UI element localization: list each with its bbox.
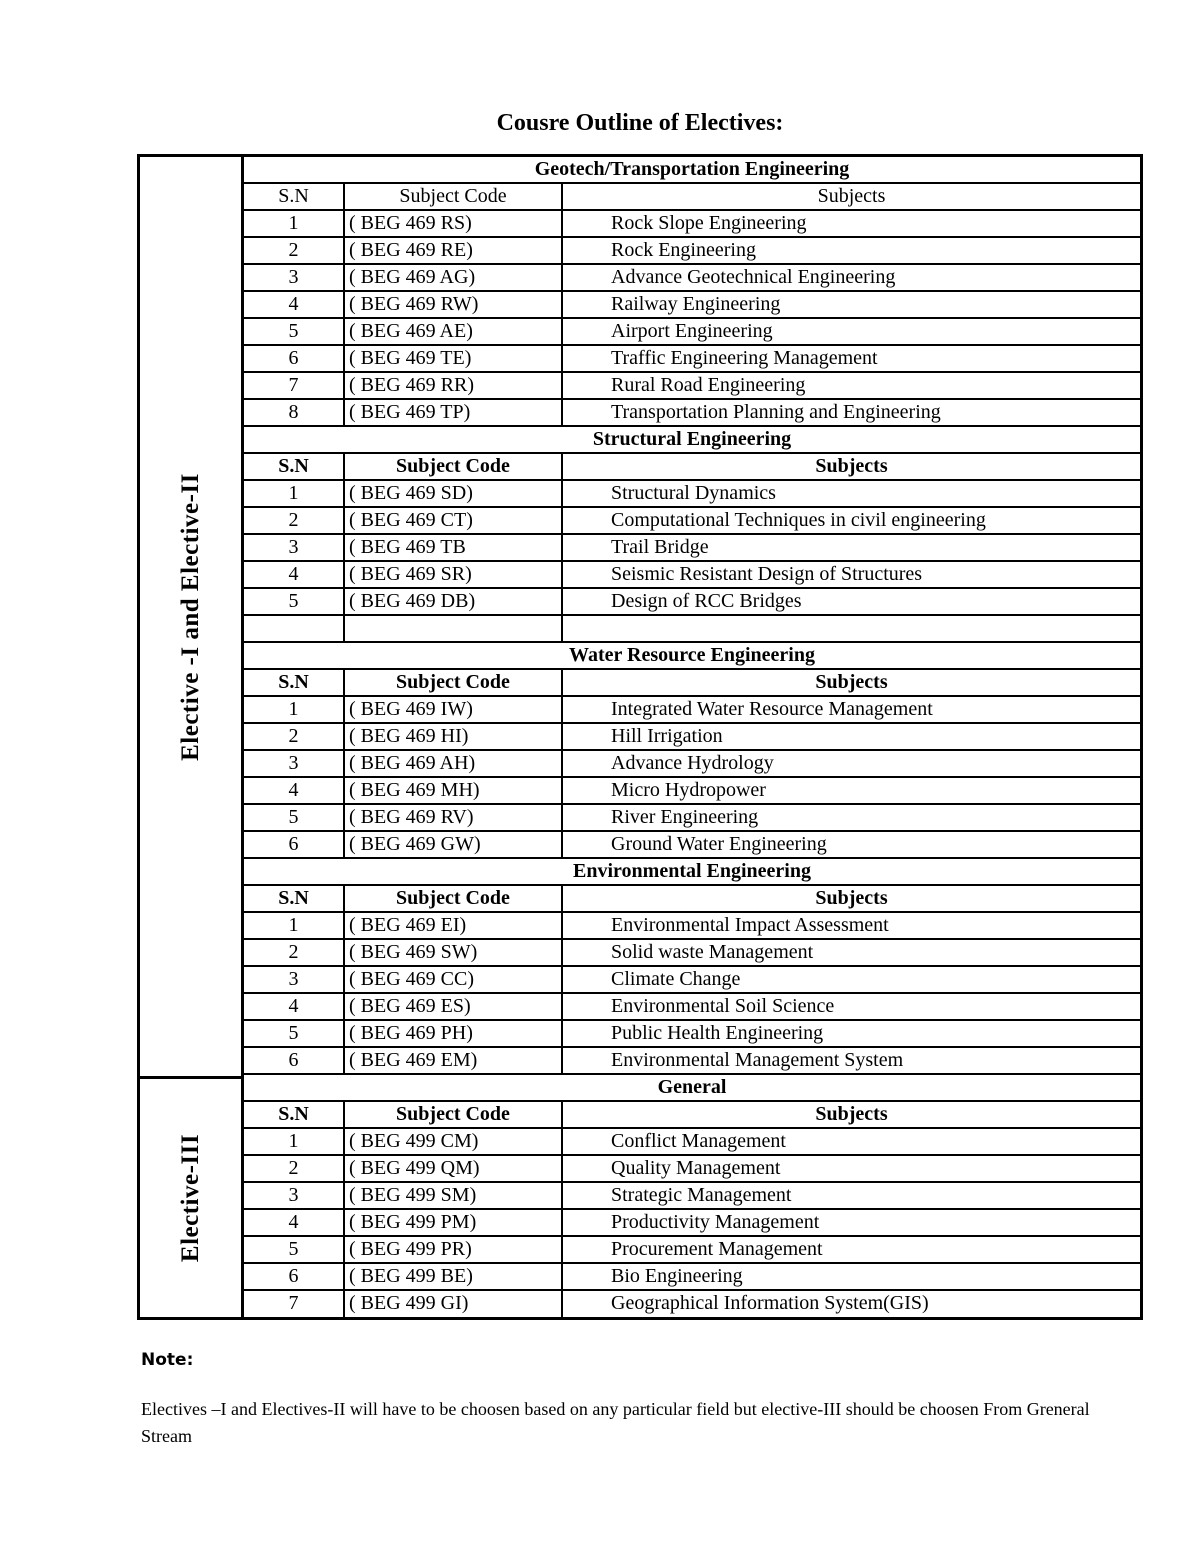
subject-cell: Transportation Planning and Engineering (611, 401, 941, 423)
subject-code-header: Subject Code (345, 454, 563, 479)
subject-code-cell: ( BEG 469 DB) (345, 589, 563, 614)
subjects-header: Subjects (815, 670, 888, 693)
column-header-row (244, 454, 1140, 481)
section-title: General (657, 1075, 727, 1098)
subject-code-cell: ( BEG 469 GW) (345, 832, 563, 857)
sn-cell: 3 (244, 265, 345, 290)
table-row (244, 1291, 1140, 1317)
sn-cell: 4 (244, 1210, 345, 1235)
subject-code-cell: ( BEG 469 AH) (345, 751, 563, 776)
subject-code-cell: ( BEG 499 QM) (345, 1156, 563, 1181)
section-title: Water Resource Engineering (569, 643, 815, 666)
subject-cell: Advance Geotechnical Engineering (611, 266, 896, 288)
sn-cell: 1 (244, 697, 345, 722)
subject-cell: Rock Engineering (611, 239, 756, 261)
table-row (244, 211, 1140, 238)
table-row (244, 346, 1140, 373)
table-row (244, 616, 1140, 643)
table-row (244, 1048, 1140, 1075)
section-title-row (244, 157, 1140, 184)
subjects-header: Subjects (815, 455, 888, 477)
sn-cell: 8 (244, 400, 345, 425)
sn-cell: 2 (244, 724, 345, 749)
sn-cell: 1 (244, 211, 345, 236)
table-row (244, 562, 1140, 589)
sn-cell: 4 (244, 562, 345, 587)
sn-cell: 5 (244, 805, 345, 830)
table-row (244, 400, 1140, 427)
section-title-row (244, 1075, 1140, 1102)
sn-cell: 4 (244, 292, 345, 317)
subject-cell: Traffic Engineering Management (611, 347, 878, 369)
table-row (244, 967, 1140, 994)
sn-cell: 5 (244, 1021, 345, 1046)
sn-cell: 5 (244, 319, 345, 344)
subject-cell: Design of RCC Bridges (611, 590, 802, 612)
table-row (244, 1237, 1140, 1264)
subject-code-cell: ( BEG 469 AG) (345, 265, 563, 290)
subject-cell: Railway Engineering (611, 293, 781, 315)
subjects-header: Subjects (815, 886, 888, 909)
sn-header: S.N (244, 184, 345, 209)
subject-code-cell: ( BEG 469 RR) (345, 373, 563, 398)
subject-code-cell: ( BEG 469 SW) (345, 940, 563, 965)
subject-cell: Productivity Management (611, 1210, 820, 1233)
sn-cell: 6 (244, 346, 345, 371)
sn-cell: 4 (244, 778, 345, 803)
subject-cell: Environmental Soil Science (611, 994, 835, 1017)
subject-code-cell: ( BEG 499 PM) (345, 1210, 563, 1235)
subject-cell (563, 616, 1140, 641)
table-row (244, 481, 1140, 508)
sn-cell: 2 (244, 508, 345, 533)
subject-code-cell: ( BEG 469 TP) (345, 400, 563, 425)
sn-cell: 6 (244, 1048, 345, 1073)
sn-cell: 1 (244, 481, 345, 506)
subject-code-cell: ( BEG 469 CT) (345, 508, 563, 533)
subject-code-cell: ( BEG 469 TE) (345, 346, 563, 371)
subject-code-cell: ( BEG 499 SM) (345, 1183, 563, 1208)
subject-code-cell: ( BEG 469 PH) (345, 1021, 563, 1046)
subject-code-cell: ( BEG 469 IW) (345, 697, 563, 722)
subject-cell: Environmental Impact Assessment (611, 913, 889, 936)
elective-3-label: Elective-III (176, 1133, 204, 1263)
section-title: Geotech/Transportation Engineering (534, 158, 850, 180)
subject-code-cell: ( BEG 469 RS) (345, 211, 563, 236)
sn-header: S.N (244, 454, 345, 479)
table-row (244, 508, 1140, 535)
elective-1-2-label: Elective -I and Elective-II (176, 472, 204, 761)
subject-cell: Quality Management (611, 1156, 781, 1179)
table-row (244, 913, 1140, 940)
subject-code-header: Subject Code (345, 886, 563, 911)
subject-cell: Environmental Management System (611, 1048, 904, 1071)
subject-cell: Structural Dynamics (611, 482, 776, 504)
subject-cell: Computational Techniques in civil engineering (611, 509, 986, 531)
note-text: Electives –I and Electives-II will have to be choosen based on any particular field but elective-III should be choosen From Greneral Stream (141, 1399, 1090, 1446)
table-row (244, 1210, 1140, 1237)
subject-code-cell: ( BEG 469 RV) (345, 805, 563, 830)
subject-code-cell: ( BEG 469 EI) (345, 913, 563, 938)
sn-cell: 6 (244, 1264, 345, 1289)
sn-cell: 1 (244, 913, 345, 938)
subject-code-cell: ( BEG 499 BE) (345, 1264, 563, 1289)
sn-cell: 2 (244, 940, 345, 965)
table-row (244, 589, 1140, 616)
sn-header: S.N (244, 1102, 345, 1127)
section-title-row (244, 859, 1140, 886)
column-header-row (244, 184, 1140, 211)
page-title: Cousre Outline of Electives: (496, 110, 784, 136)
subject-cell: Micro Hydropower (611, 778, 766, 801)
section-title-row (244, 643, 1140, 670)
column-header-row (244, 670, 1140, 697)
subject-code-cell (345, 616, 563, 641)
section-title-row (244, 427, 1140, 454)
table-row (244, 994, 1140, 1021)
sn-cell: 2 (244, 238, 345, 263)
subject-cell: Advance Hydrology (611, 751, 774, 774)
subject-code-header: Subject Code (345, 184, 563, 209)
sn-cell: 6 (244, 832, 345, 857)
sn-cell: 2 (244, 1156, 345, 1181)
subject-code-cell: ( BEG 469 CC) (345, 967, 563, 992)
table-row (244, 1264, 1140, 1291)
table-row (244, 1183, 1140, 1210)
subject-cell: Bio Engineering (611, 1264, 743, 1287)
sn-cell: 3 (244, 967, 345, 992)
sn-cell: 4 (244, 994, 345, 1019)
subject-cell: Rock Slope Engineering (611, 212, 807, 234)
subject-cell: Solid waste Management (611, 940, 814, 963)
subject-code-cell: ( BEG 469 SD) (345, 481, 563, 506)
subject-cell: Integrated Water Resource Management (611, 697, 933, 720)
electives-table (137, 154, 1143, 1320)
subject-code-cell: ( BEG 469 TB (345, 535, 563, 560)
subject-cell: Climate Change (611, 967, 741, 990)
subject-cell: Hill Irrigation (611, 724, 723, 747)
subject-code-cell: ( BEG 499 CM) (345, 1129, 563, 1154)
subject-cell: Ground Water Engineering (611, 832, 827, 855)
subject-code-cell: ( BEG 469 RW) (345, 292, 563, 317)
sn-cell: 3 (244, 751, 345, 776)
table-row (244, 292, 1140, 319)
subject-cell: Airport Engineering (611, 320, 773, 342)
table-row (244, 1156, 1140, 1183)
column-header-row (244, 1102, 1140, 1129)
subject-code-cell: ( BEG 469 MH) (345, 778, 563, 803)
subject-cell: Strategic Management (611, 1183, 792, 1206)
subject-code-cell: ( BEG 469 EM) (345, 1048, 563, 1073)
table-row (244, 778, 1140, 805)
subject-cell: Conflict Management (611, 1129, 786, 1152)
sn-cell: 5 (244, 1237, 345, 1262)
subject-cell: Seismic Resistant Design of Structures (611, 563, 923, 585)
section-title: Structural Engineering (592, 428, 792, 450)
table-row (244, 724, 1140, 751)
elective-1-2-band (140, 157, 241, 1079)
subject-code-cell: ( BEG 469 ES) (345, 994, 563, 1019)
note-label: Note: (141, 1350, 194, 1370)
subject-cell: River Engineering (611, 805, 759, 828)
subject-code-header: Subject Code (345, 670, 563, 695)
elective-3-band (140, 1079, 241, 1317)
subject-cell: Geographical Information System(GIS) (611, 1291, 929, 1314)
subject-cell: Trail Bridge (611, 536, 709, 558)
subject-code-cell: ( BEG 469 AE) (345, 319, 563, 344)
table-row (244, 1129, 1140, 1156)
table-row (244, 319, 1140, 346)
subject-code-cell: ( BEG 469 SR) (345, 562, 563, 587)
sn-cell: 7 (244, 373, 345, 398)
subject-code-cell: ( BEG 469 HI) (345, 724, 563, 749)
sn-cell: 1 (244, 1129, 345, 1154)
subjects-header: Subjects (815, 1102, 888, 1125)
subject-code-header: Subject Code (345, 1102, 563, 1127)
sn-header: S.N (244, 886, 345, 911)
subject-code-cell: ( BEG 499 PR) (345, 1237, 563, 1262)
subject-cell: Public Health Engineering (611, 1021, 824, 1044)
sn-cell: 3 (244, 535, 345, 560)
sn-cell: 3 (244, 1183, 345, 1208)
subject-cell: Rural Road Engineering (611, 374, 806, 396)
section-title: Environmental Engineering (573, 859, 811, 882)
sn-cell: 7 (244, 1291, 345, 1317)
sn-cell (244, 616, 345, 641)
table-row (244, 265, 1140, 292)
column-header-row (244, 886, 1140, 913)
elective-band-column (140, 157, 244, 1317)
table-row (244, 751, 1140, 778)
subject-code-cell: ( BEG 499 GI) (345, 1291, 563, 1317)
table-row (244, 805, 1140, 832)
sn-cell: 5 (244, 589, 345, 614)
table-row (244, 940, 1140, 967)
subject-grid (244, 157, 1140, 1317)
table-row (244, 238, 1140, 265)
subject-cell: Procurement Management (611, 1237, 823, 1260)
subjects-header: Subjects (817, 185, 886, 207)
table-row (244, 697, 1140, 724)
table-row (244, 373, 1140, 400)
sn-header: S.N (244, 670, 345, 695)
table-row (244, 535, 1140, 562)
table-row (244, 832, 1140, 859)
subject-code-cell: ( BEG 469 RE) (345, 238, 563, 263)
table-row (244, 1021, 1140, 1048)
